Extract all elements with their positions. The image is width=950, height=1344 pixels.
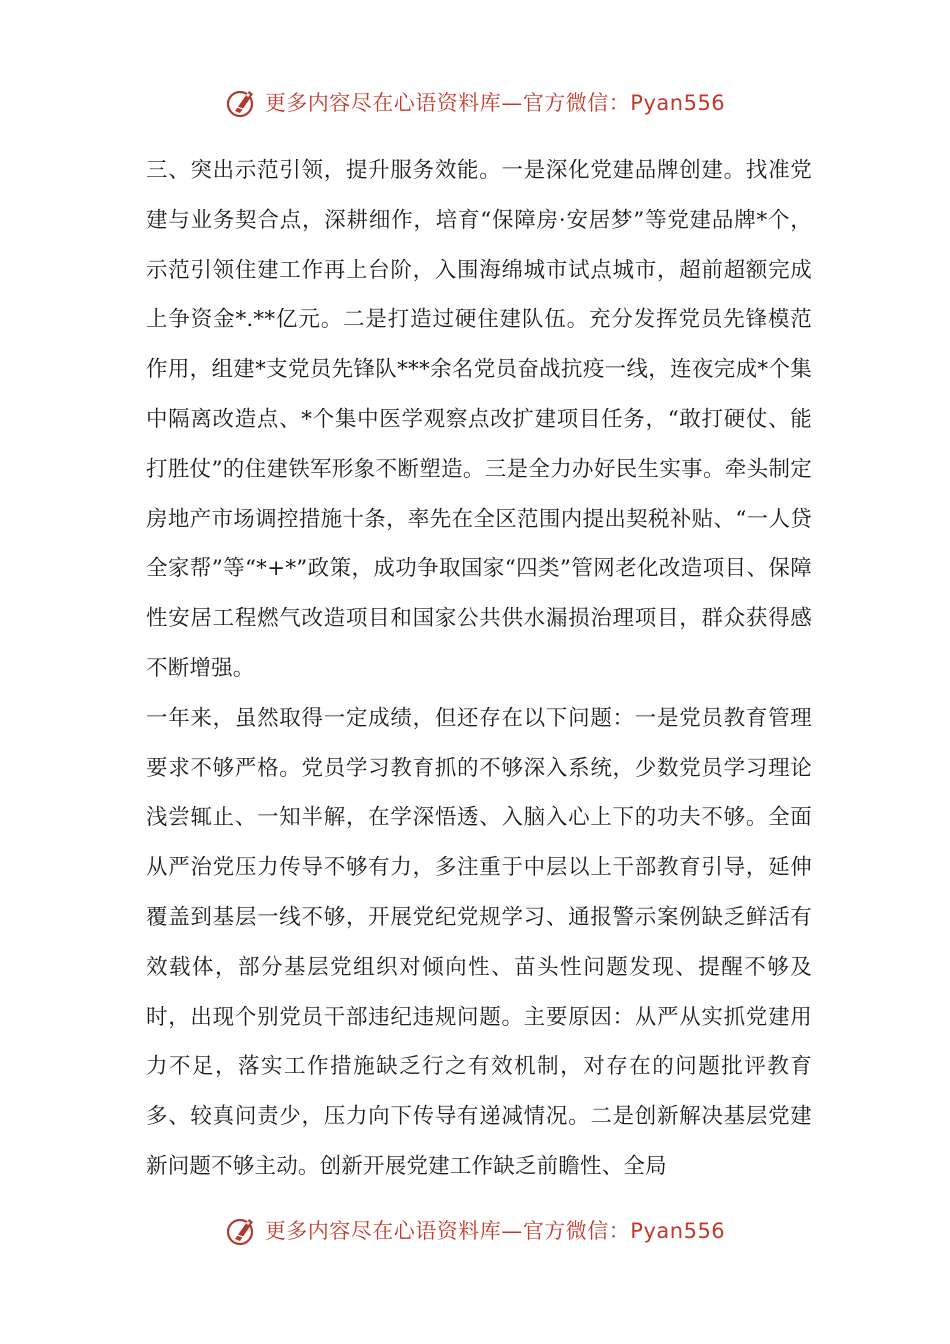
paragraph-achievements: 三、突出示范引领，提升服务效能。一是深化党建品牌创建。找准党建与业务契合点，深耕细作，培育“保障房·安居梦”等党建品牌*个，示范引领住建工作再上台阶，入围海绵城市试点城市，超前超额完成上争资金*.**亿元。二是打造过硬住建队伍。充分发挥党员先锋模范作用，组建*支党员先锋队***余名党员奋战抗疫一线，连夜完成*个集中隔离改造点、*个集中医学观察点改扩建项目任务，“敢打硬仗、能打胜仗”的住建铁军形象不断塑造。三是全力办好民生实事。牵头制定房地产市场调控措施十条，率先在全区范围内提出契税补贴、“一人贷全家帮”等“*+*”政策，成功争取国家“四类”管网老化改造项目、保障性安居工程燃气改造项目和国家公共供水漏损治理项目，群众获得感不断增强。 — [146, 158, 812, 681]
pen-nib-circle-icon — [225, 1213, 259, 1247]
pen-nib-circle-icon — [225, 85, 259, 119]
footer-banner — [0, 1210, 950, 1250]
banner-text: 更多内容尽在心语资料库—官方微信：Pyan556 — [264, 1219, 726, 1243]
banner-text: 更多内容尽在心语资料库—官方微信：Pyan556 — [264, 91, 726, 115]
paragraph-problems: 一年来，虽然取得一定成绩，但还存在以下问题：一是党员教育管理要求不够严格。党员学习教育抓的不够深入系统，少数党员学习理论浅尝辄止、一知半解，在学深悟透、入脑入心上下的功夫不够。全面从严治党压力传导不够有力，多注重于中层以上干部教育引导，延伸覆盖到基层一线不够，开展党纪党规学习、通报警示案例缺乏鲜活有效载体，部分基层党组织对倾向性、苗头性问题发现、提醒不够及时，出现个别党员干部违纪违规问题。主要原因：从严从实抓党建用力不足，落实工作措施缺乏行之有效机制，对存在的问题批评教育多、较真问责少，压力向下传导有递减情况。二是创新解决基层党建新问题不够主动。创新开展党建工作缺乏前瞻性、全局 — [146, 705, 812, 1179]
document-body — [146, 146, 812, 1192]
header-banner — [0, 82, 950, 122]
